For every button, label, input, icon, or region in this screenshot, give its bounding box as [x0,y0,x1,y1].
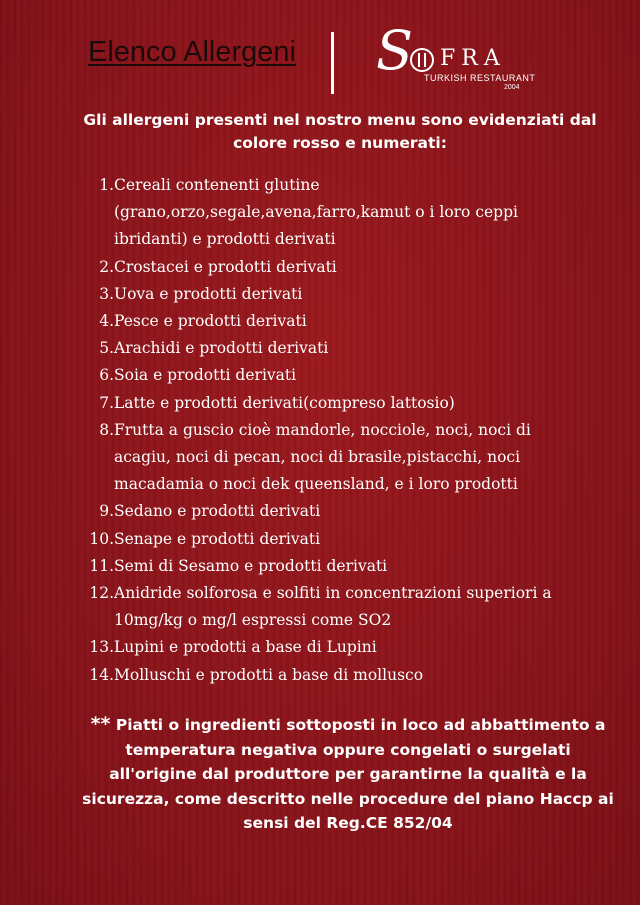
allergen-number: 4. [99,312,114,331]
allergen-text: Latte e prodotti derivati(compreso lattosio) [114,393,455,412]
allergen-item [0,607,640,634]
allergen-item [0,362,640,389]
allergen-number: 3. [99,284,114,303]
allergen-item [0,471,640,498]
allergen-item [0,335,640,362]
allergen-number: 5. [99,339,114,358]
crescent-emblem-icon [408,46,436,74]
allergen-text: macadamia o noci dek queensland, e i loro prodotti [114,475,518,494]
allergen-text: Uova e prodotti derivati [114,284,303,303]
logo-wordmark: FRA [440,46,506,71]
logo-subtitle: TURKISH RESTAURANT [424,73,536,83]
allergen-text: Semi di Sesamo e prodotti derivati [114,556,388,575]
allergen-number: 6. [99,366,114,385]
allergen-number [0,226,114,253]
allergen-item [0,417,640,444]
restaurant-logo [376,19,536,100]
allergen-number: 8. [99,420,114,439]
allergen-number: 13. [89,638,114,657]
allergen-text: acagiu, noci di pecan, noci di brasile,pistacchi, noci [114,448,521,467]
allergen-item [0,226,640,253]
allergen-text: 10mg/kg o mg/l espressi come SO2 [114,611,392,630]
logo-year: 2004 [504,84,520,91]
allergen-number: 14. [89,665,114,684]
allergen-number: 10. [89,529,114,548]
allergen-text: Sedano e prodotti derivati [114,502,321,521]
allergen-item [0,662,640,689]
allergen-item [0,553,640,580]
allergen-item [0,281,640,308]
allergen-item [0,308,640,335]
allergen-number [0,444,114,471]
allergen-text: Arachidi e prodotti derivati [114,339,329,358]
allergen-text: Pesce e prodotti derivati [114,312,307,331]
note-asterisks: ** [90,713,111,735]
header-divider [331,32,334,94]
allergen-number: 2. [99,257,114,276]
page-title: Elenco Allergeni [88,36,296,68]
allergen-number: 9. [99,502,114,521]
allergen-item [0,526,640,553]
allergen-text: Frutta a guscio cioè mandorle, nocciole, noci, noci di [114,420,531,439]
allergen-number: 12. [89,584,114,603]
allergen-item [0,254,640,281]
allergen-number [0,199,114,226]
allergen-item [0,172,640,199]
allergen-number [0,471,114,498]
allergen-item [0,390,640,417]
allergen-text: Lupini e prodotti a base di Lupini [114,638,377,657]
allergen-text: Molluschi e prodotti a base di mollusco [114,665,424,684]
allergen-item [0,580,640,607]
allergen-text: ibridanti) e prodotti derivati [114,230,336,249]
allergen-number: 11. [89,556,114,575]
allergen-item [0,634,640,661]
allergen-text: Soia e prodotti derivati [114,366,297,385]
allergen-number: 7. [99,393,114,412]
allergen-text: Crostacei e prodotti derivati [114,257,337,276]
allergen-item [0,444,640,471]
logo-letter: S [376,19,413,82]
allergen-text: Cereali contenenti glutine [114,176,320,194]
allergen-list [0,172,640,689]
intro-text: Gli allergeni presenti nel nostro menu sono evidenziati dal colore rosso e numerati: [83,111,597,152]
allergen-text: Senape e prodotti derivati [114,529,321,548]
allergen-text: Anidride solforosa e solfiti in concentrazioni superiori a [114,584,552,603]
allergen-number [0,607,114,634]
allergen-item [0,498,640,525]
allergen-item [0,199,640,226]
haccp-note [80,712,616,836]
allergen-text: (grano,orzo,segale,avena,farro,kamut o i loro ceppi [114,203,518,222]
note-text: Piatti o ingredienti sottoposti in loco ad abbattimento a temperatura negativa oppure congelati o surgelati all'origine dal produttore per garantirne la qualità e la sicurezza, come descritto nelle procedure del piano Haccp ai sensi del Reg.CE 852/04 [82,716,614,832]
allergen-number: 1. [99,176,114,194]
